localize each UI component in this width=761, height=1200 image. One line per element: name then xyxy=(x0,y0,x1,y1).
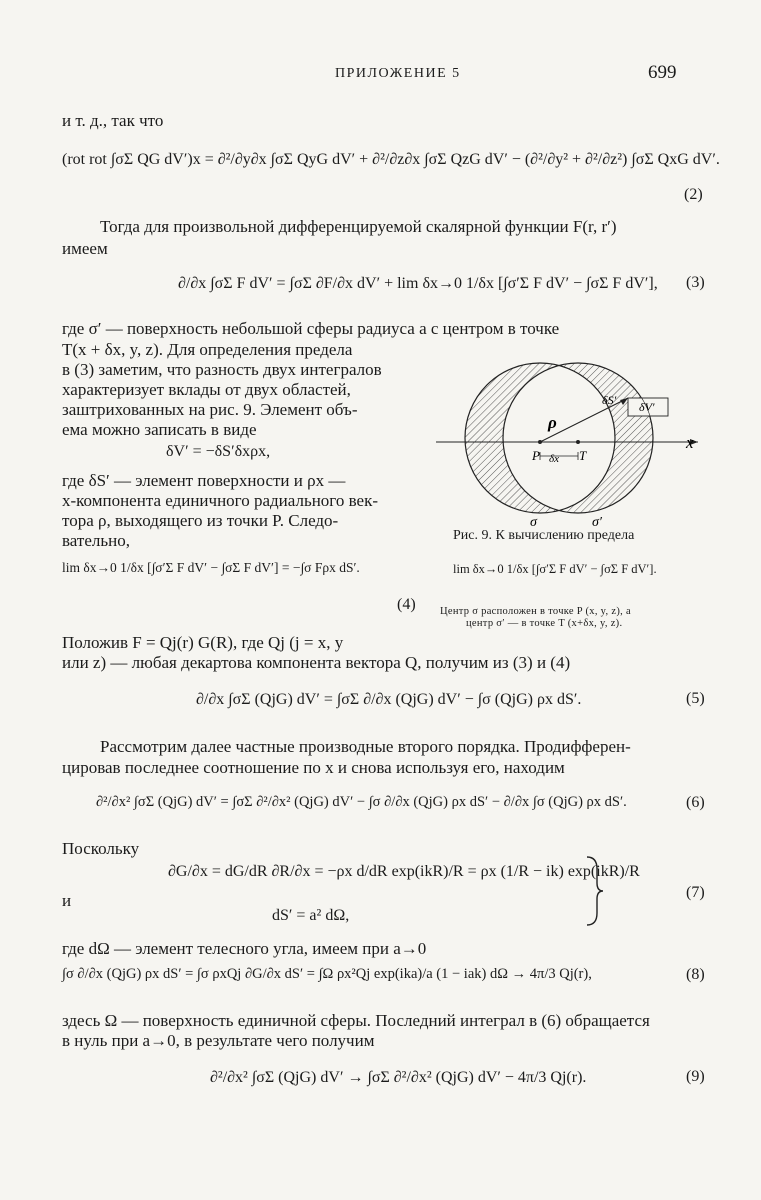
equation-7b: dS′ = a² dΩ, xyxy=(272,907,350,924)
paragraph-text: T(x + δx, y, z). Для определения предела xyxy=(62,340,353,359)
equation-9: ∂²/∂x² ∫σΣ (QjG) dV′ → ∫σΣ ∂²/∂x² (QjG) dV′ − 4π/3 Qj(r). xyxy=(210,1069,587,1086)
paragraph-text: где σ′ — поверхность небольшой сферы радиуса a с центром в точке xyxy=(62,319,560,338)
paragraph-text: здесь Ω — поверхность единичной сферы. Последний интеграл в (6) обращается xyxy=(62,1011,650,1030)
label-rho: ρ xyxy=(548,413,557,432)
paragraph-text: Положив F = Qj(r) G(R), где Qj (j = x, y xyxy=(62,633,344,652)
paragraph-text: и xyxy=(62,891,72,910)
figure-caption-equation: lim δx→0 1/δx [∫σ′Σ F dV′ − ∫σΣ F dV′]. xyxy=(453,562,657,576)
paragraph-text: и т. д., так что xyxy=(62,111,164,130)
right-brace xyxy=(585,855,605,927)
point-P xyxy=(538,440,542,444)
label-dx: δx xyxy=(549,453,559,465)
paragraph-text: заштрихованных на рис. 9. Элемент объ- xyxy=(62,400,358,419)
paragraph-text: ема можно записать в виде xyxy=(62,420,257,439)
paragraph-text: где δS′ — элемент поверхности и ρx — xyxy=(62,471,346,490)
label-P: P xyxy=(532,448,540,463)
equation-number-6: (6) xyxy=(686,794,705,811)
paragraph-text: в нуль при a→0, в результате чего получим xyxy=(62,1031,375,1050)
paragraph-text: тора ρ, выходящего из точки P. Следо- xyxy=(62,511,339,530)
paragraph-text: Тогда для произвольной дифференцируемой скалярной функции F(r, r′) xyxy=(100,217,617,236)
paragraph-text: Рассмотрим далее частные производные второго порядка. Продифферен- xyxy=(100,737,631,756)
equation-4: lim δx→0 1/δx [∫σ′Σ F dV′ − ∫σΣ F dV′] = −∫σ Fρx dS′. xyxy=(62,560,360,575)
paragraph-text: характеризует вклады от двух областей, xyxy=(62,380,351,399)
label-T: T xyxy=(579,448,587,463)
equation-number-9: (9) xyxy=(686,1068,705,1085)
label-dV: δV′ xyxy=(639,400,655,414)
running-title: ПРИЛОЖЕНИЕ 5 xyxy=(335,66,461,81)
figure-9 xyxy=(436,360,726,530)
equation-number-3: (3) xyxy=(686,274,705,291)
label-x-axis: x xyxy=(686,433,694,452)
equation-2: (rot rot ∫σΣ QG dV′)x = ∂²/∂y∂x ∫σΣ QyG dV′ + ∂²/∂z∂x ∫σΣ QzG dV′ − (∂²/∂y² + ∂²/∂z²) ∫σΣ QxG dV′. xyxy=(62,151,720,168)
equation-3: ∂/∂x ∫σΣ F dV′ = ∫σΣ ∂F/∂x dV′ + lim δx→0 1/δx [∫σ′Σ F dV′ − ∫σΣ F dV′], xyxy=(178,275,658,292)
paragraph-text: цировав последнее соотношение по x и снова используя его, находим xyxy=(62,758,565,777)
equation-6: ∂²/∂x² ∫σΣ (QjG) dV′ = ∫σΣ ∂²/∂x² (QjG) dV′ − ∫σ ∂/∂x (QjG) ρx dS′ − ∂/∂x ∫σ (QjG) ρx dS′. xyxy=(96,794,627,810)
point-T xyxy=(576,440,580,444)
label-dS: δS′ xyxy=(602,393,617,407)
paragraph-text: где dΩ — элемент телесного угла, имеем при a→0 xyxy=(62,939,427,958)
equation-8: ∫σ ∂/∂x (QjG) ρx dS′ = ∫σ ρxQj ∂G/∂x dS′ = ∫Ω ρx²Qj exp(ika)/a (1 − iak) dΩ → 4π/3 Qj(r), xyxy=(62,966,592,982)
equation-number-5: (5) xyxy=(686,690,705,707)
equation-number-8: (8) xyxy=(686,966,705,983)
equation-5: ∂/∂x ∫σΣ (QjG) dV′ = ∫σΣ ∂/∂x (QjG) dV′ − ∫σ (QjG) ρx dS′. xyxy=(196,691,582,708)
equation-volume-element: δV′ = −δS′δxρx, xyxy=(166,443,271,460)
paragraph-text: x-компонента единичного радиального век- xyxy=(62,491,378,510)
equation-number-7: (7) xyxy=(686,884,705,901)
figure-note: центр σ′ — в точке T (x+δx, y, z). xyxy=(466,618,623,629)
figure-caption: Рис. 9. К вычислению предела xyxy=(453,528,635,543)
page-number: 699 xyxy=(648,62,677,83)
figure-note: Центр σ расположен в точке P (x, y, z), а xyxy=(440,606,631,617)
equation-number-4: (4) xyxy=(397,596,416,613)
paragraph-text: вательно, xyxy=(62,531,130,550)
paragraph-text: в (3) заметим, что разность двух интегралов xyxy=(62,360,382,379)
equation-7a: ∂G/∂x = dG/dR ∂R/∂x = −ρx d/dR exp(ikR)/R = ρx (1/R − ik) exp(ikR)/R xyxy=(168,863,640,880)
paragraph-text: имеем xyxy=(62,239,108,258)
label-sigma-prime: σ′ xyxy=(592,515,602,530)
paragraph-text: или z) — любая декартова компонента вектора Q, получим из (3) и (4) xyxy=(62,653,571,672)
paragraph-text: Поскольку xyxy=(62,839,140,858)
label-sigma: σ xyxy=(530,515,537,530)
equation-number-2: (2) xyxy=(684,186,703,203)
